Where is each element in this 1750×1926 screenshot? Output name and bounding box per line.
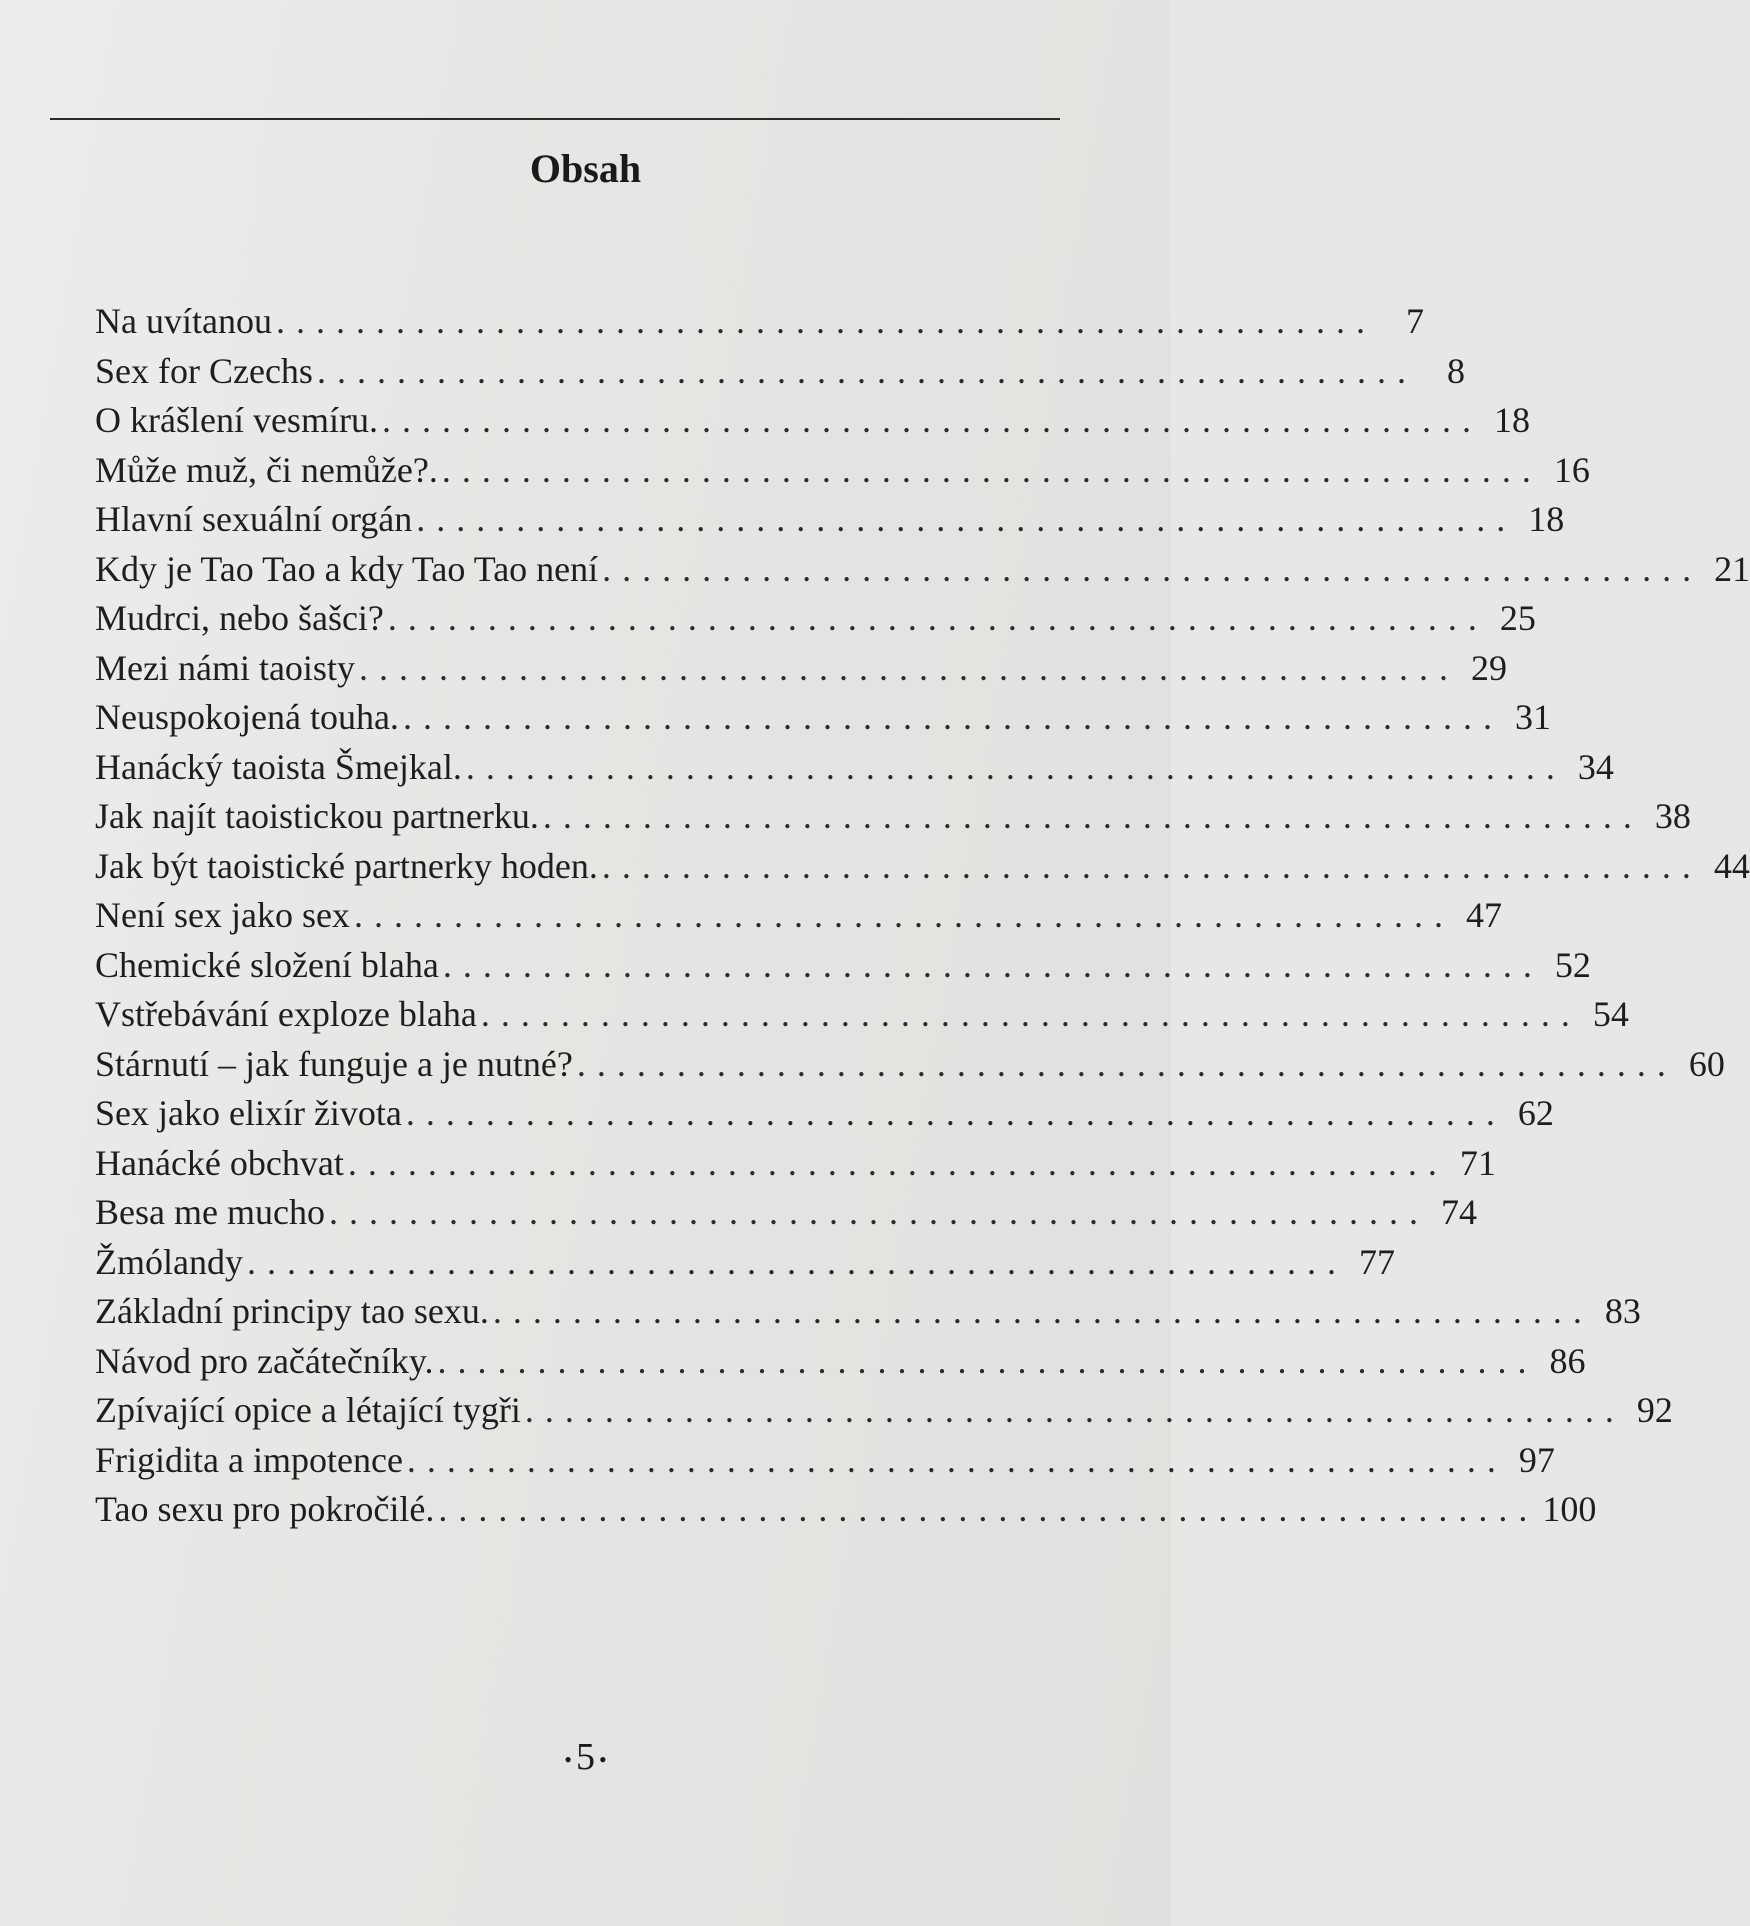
toc-entry-page: 25 <box>1499 598 1536 638</box>
toc-entry-title: Chemické složení blaha <box>95 944 439 985</box>
dot-leader: ....................................................... <box>601 845 1702 886</box>
toc-entry-title: Sex for Czechs <box>95 350 313 391</box>
toc-entry <box>95 842 1750 892</box>
toc-entry-page: 47 <box>1465 895 1502 935</box>
dot-leader: ....................................................... <box>480 994 1581 1034</box>
toc-entry <box>95 941 1591 991</box>
toc-entry <box>95 743 1614 793</box>
toc-entry <box>95 545 1750 595</box>
toc-entry <box>95 1386 1673 1436</box>
toc-entry-title: Návod pro začátečníky. <box>95 1340 434 1381</box>
toc-entry-title: Mudrci, nebo šašci? <box>95 598 384 638</box>
toc-entry-page: 29 <box>1470 647 1507 688</box>
toc-entry-page: 62 <box>1517 1093 1554 1133</box>
dot-leader: ....................................................... <box>438 1489 1539 1529</box>
toc-entry-page: 7 <box>1405 301 1424 341</box>
toc-entry <box>95 1485 1597 1535</box>
toc-entry-page: 92 <box>1636 1390 1673 1430</box>
dot-leader: ....................................................... <box>492 1291 1593 1331</box>
dot-leader: ....................................................... <box>387 598 1488 638</box>
toc-entry-title: Neuspokojená touha. <box>95 697 399 737</box>
dot-leader: ....................................................... <box>576 1043 1677 1084</box>
toc-entry-page: 97 <box>1518 1439 1555 1480</box>
toc-entry-page: 18 <box>1493 400 1530 440</box>
dot-leader: ....................................................... <box>524 1390 1625 1430</box>
toc-entry-page: 83 <box>1604 1291 1641 1331</box>
dot-leader: ....................................................... <box>542 796 1643 836</box>
toc-entry <box>95 792 1691 842</box>
toc-entry-title: Na uvítanou <box>95 301 272 341</box>
dot-leader: ....................................................... <box>405 1093 1506 1133</box>
toc-entry-title: Zpívající opice a létající tygři <box>95 1390 521 1430</box>
toc-entry-page: 77 <box>1358 1241 1395 1282</box>
toc-entry-title: Hlavní sexuální orgán <box>95 499 413 539</box>
toc-entry-title: Jak najít taoistickou partnerku. <box>95 796 539 836</box>
toc-entry-page: 52 <box>1554 944 1591 985</box>
toc-entry-title: Základní principy tao sexu. <box>95 1291 489 1331</box>
toc-entry-page: 8 <box>1446 350 1465 391</box>
toc-entry-page: 86 <box>1549 1340 1586 1381</box>
toc-entry <box>95 396 1530 446</box>
dot-leader: ....................................................... <box>328 1192 1429 1232</box>
toc-entry <box>95 495 1565 545</box>
toc-entry-page: 18 <box>1528 499 1565 539</box>
toc-entry <box>95 1238 1395 1288</box>
toc-entry-title: Tao sexu pro pokročilé. <box>95 1489 435 1529</box>
toc-entry <box>95 891 1502 941</box>
toc-entry <box>95 693 1551 743</box>
toc-entry-title: Stárnutí – jak funguje a je nutné? <box>95 1043 573 1084</box>
table-of-contents <box>95 297 1750 1535</box>
toc-entry-page: 54 <box>1592 994 1629 1034</box>
dot-leader: ....................................................... <box>441 449 1542 490</box>
dot-leader: ....................................................... <box>442 944 1543 985</box>
dot-leader: ....................................................... <box>353 895 1454 935</box>
toc-entry <box>95 1139 1496 1189</box>
toc-entry-title: Vstřebávání exploze blaha <box>95 994 477 1034</box>
toc-entry <box>95 594 1536 644</box>
dot-leader: ....................................................... <box>416 499 1517 539</box>
toc-entry-page: 16 <box>1553 449 1590 490</box>
toc-entry-title: Besa me mucho <box>95 1192 325 1232</box>
toc-entry-page: 34 <box>1577 746 1614 787</box>
toc-entry-page: 44 <box>1713 845 1750 886</box>
dot-leader: ....................................................... <box>358 647 1459 688</box>
toc-entry-page: 38 <box>1654 796 1691 836</box>
dot-leader: ....................................................... <box>437 1340 1538 1381</box>
toc-entry-title: Žmólandy <box>95 1241 243 1282</box>
bullet-right: • <box>599 1747 607 1773</box>
dot-leader: ....................................................... <box>246 1241 1347 1282</box>
toc-entry-title: Může muž, či nemůže?. <box>95 449 438 490</box>
dot-leader: ....................................................... <box>602 548 1703 589</box>
page-number-value: 5 <box>576 1736 595 1778</box>
dot-leader: ....................................................... <box>275 301 1376 341</box>
dot-leader: ....................................................... <box>406 1439 1507 1480</box>
toc-entry <box>95 297 1424 347</box>
toc-entry-title: Jak být taoistické partnerky hoden. <box>95 845 598 886</box>
dot-leader: ....................................................... <box>316 350 1417 391</box>
toc-entry <box>95 347 1465 397</box>
dot-leader: ....................................................... <box>347 1142 1448 1183</box>
toc-entry-page: 74 <box>1440 1192 1477 1232</box>
toc-entry-page: 60 <box>1688 1043 1725 1084</box>
dot-leader: ....................................................... <box>402 697 1503 737</box>
toc-entry <box>95 1188 1477 1238</box>
toc-entry-title: Kdy je Tao Tao a kdy Tao Tao není <box>95 548 599 589</box>
top-rule <box>50 118 1060 120</box>
toc-entry <box>95 1287 1641 1337</box>
toc-entry <box>95 1089 1554 1139</box>
dot-leader: ....................................................... <box>381 400 1482 440</box>
toc-entry <box>95 644 1507 694</box>
toc-entry-title: Mezi námi taoisty <box>95 647 355 688</box>
dot-leader: ....................................................... <box>465 746 1566 787</box>
toc-entry <box>95 1337 1586 1387</box>
toc-entry <box>95 446 1590 496</box>
toc-entry-title: Frigidita a impotence <box>95 1439 403 1480</box>
toc-entry-page: 31 <box>1514 697 1551 737</box>
toc-entry <box>95 1040 1725 1090</box>
toc-entry-title: Hanácké obchvat <box>95 1142 344 1183</box>
toc-entry-page: 100 <box>1542 1489 1597 1529</box>
bullet-left: • <box>564 1747 572 1773</box>
toc-entry <box>95 990 1629 1040</box>
toc-entry-title: Hanácký taoista Šmejkal. <box>95 746 462 787</box>
toc-entry-title: O krášlení vesmíru. <box>95 400 378 440</box>
toc-entry-title: Není sex jako sex <box>95 895 350 935</box>
toc-entry <box>95 1436 1555 1486</box>
page-number <box>0 1735 1171 1779</box>
toc-entry-page: 21 <box>1714 548 1750 589</box>
page-title: Obsah <box>529 146 642 191</box>
toc-entry-title: Sex jako elixír života <box>95 1093 402 1133</box>
toc-entry-page: 71 <box>1459 1142 1496 1183</box>
